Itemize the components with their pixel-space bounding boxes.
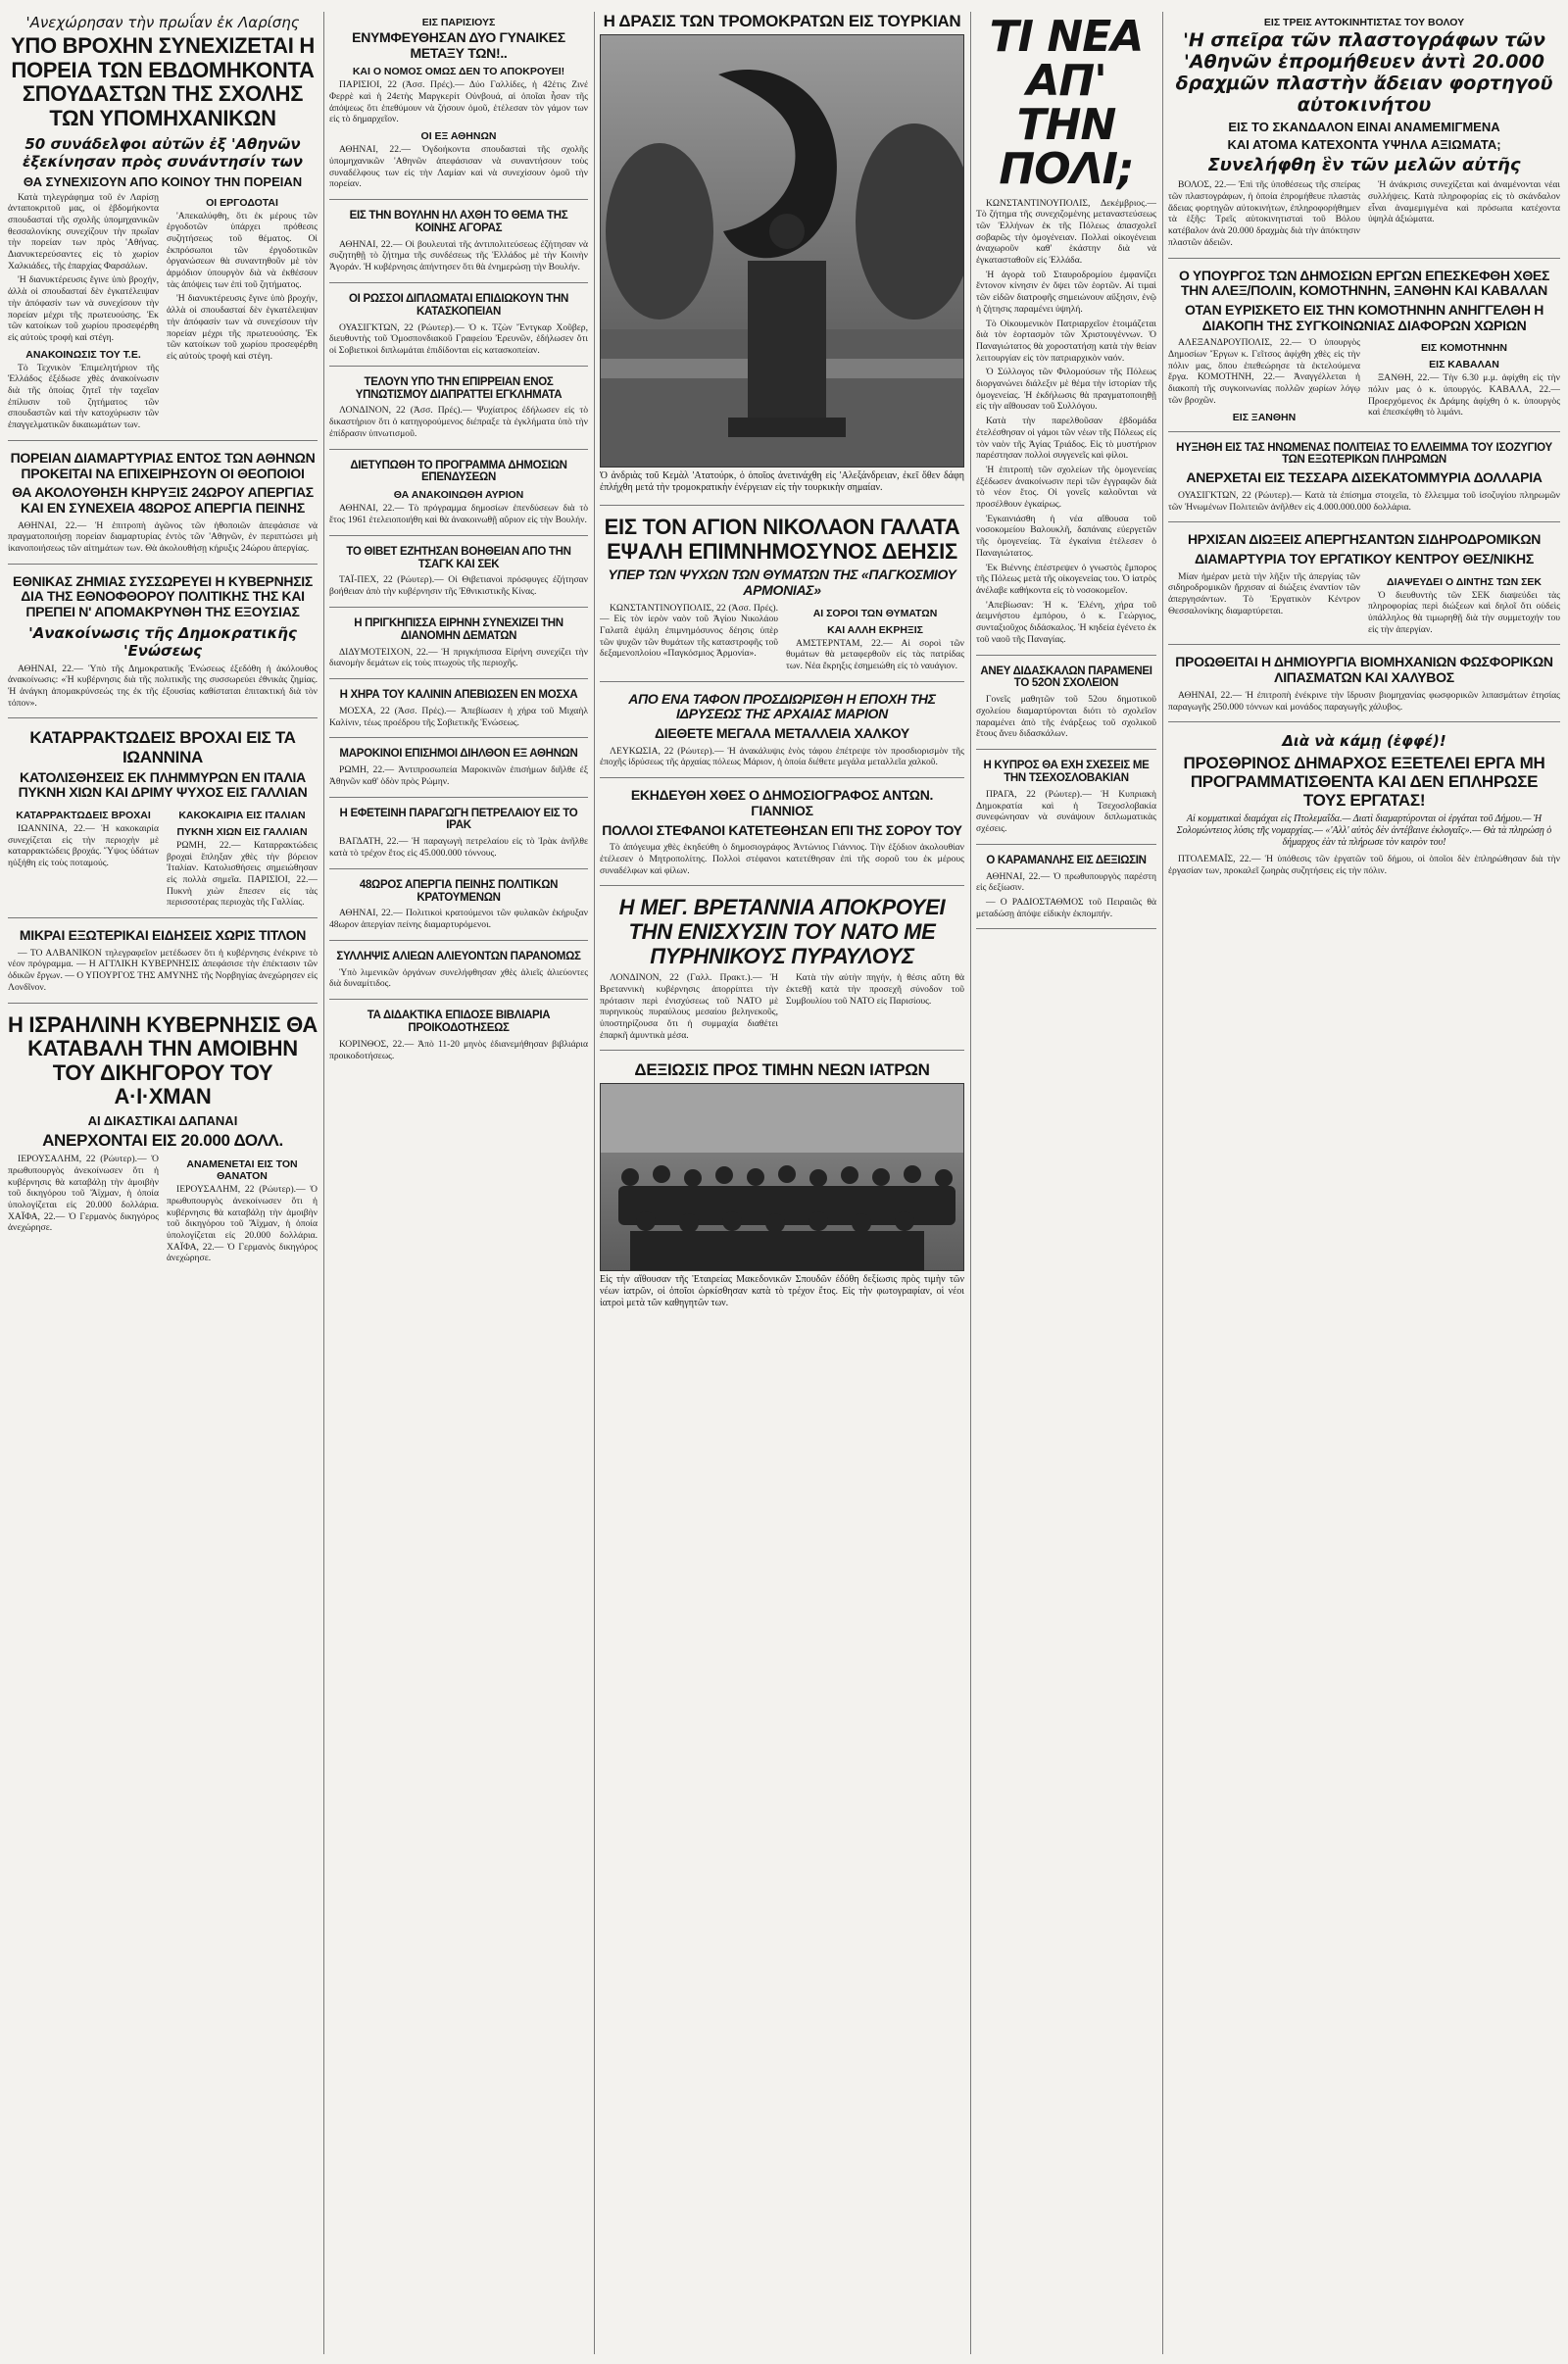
article-headline: Η ΠΡΙΓΚΗΠΙΣΣΑ ΕΙΡΗΝΗ ΣΥΝΕΧΙΖΕΙ ΤΗΝ ΔΙΑΝΟΜΗΝ ΔΕΜΑΤΩΝ <box>354 616 564 642</box>
article-subheadline: ΔΙΑΜΑΡΤΥΡΙΑ ΤΟΥ ΕΡΓΑΤΙΚΟΥ ΚΕΝΤΡΟΥ ΘΕΣ/ΝΙΚΗΣ <box>1195 551 1534 566</box>
section-heading: ΑΝΑΚΟΙΝΩΣΙΣ ΤΟΥ Τ.Ε. <box>25 348 141 361</box>
article-subheadline: ΚΑΙ Ο ΝΟΜΟΣ ΟΜΩΣ ΔΕΝ ΤΟ ΑΠΟΚΡΟΥΕΙ! <box>352 66 565 78</box>
article-headline: ΕΝΥΜΦΕΥΘΗΣΑΝ ΔΥΟ ΓΥΝΑΙΚΕΣ ΜΕΤΑΞΥ ΤΩΝ!.. <box>352 29 565 61</box>
article-text: 'Απεκαλύφθη, ὅτι ἐκ μέρους τῶν ἐργοδοτῶν ὑπάρχει πρόθεσις συζητήσεως τοῦ θέματος. Οἱ ἐκπρόσωποι τῶν ἐργοδοτικῶν ὀργανώσεων θὰ συναντηθοῦν μὲ τὸν ἁρμόδιον ὑπουργὸν διὰ νὰ ἐκθέσουν τὰς ἀπόψεις των ἐπὶ τοῦ ζητήματος. <box>167 210 318 290</box>
article-text: Τὸ Οἰκουμενικὸν Πατριαρχεῖον ἑτοιμάζεται διὰ τὸν ἑορτασμὸν τῶν Χριστουγέννων. Ὁ Παναγιώτατος θὰ χοροστατήσῃ κατὰ τὴν θείαν λειτουργίαν εἰς τὸν πατριαρχικὸν ναόν. <box>976 318 1156 364</box>
article-text: ΟΥΑΣΙΓΚΤΩΝ, 22 (Ρώυτερ).— Ὁ κ. Τζὼν Ἔντγκαρ Χοῦβερ, διευθυντὴς τοῦ Ὁμοσπονδιακοῦ Γραφείου Ἐρευνῶν, ἐδήλωσεν ὅτι οἱ Σοβιετικοὶ διπλωμάται ἐπιδίδονται εἰς κατασκοπείαν. <box>329 321 588 356</box>
article-text: ΚΩΝΣΤΑΝΤΙΝΟΥΠΟΛΙΣ, Δεκέμβριος.— Τὸ ζήτημα τῆς συνεχιζομένης μεταναστεύσεως τῶν Ἑλλήνων ἐκ τῆς Πόλεως ἀπασχολεῖ σοβαρῶς τὴν ὁμογένειαν. Πολλαὶ οἰκογένειαι ἀναχωροῦν καθ' ἑκάστην διὰ νὰ ἐγκατασταθοῦν εἰς Ἑλλάδα. <box>976 197 1156 267</box>
article-text: 'Η διανυκτέρευσις ἔγινε ὑπὸ βροχήν, ἀλλὰ οἱ σπουδασταί δὲν ἐγκατέλειψαν τὴν ἀπόφασίν των νὰ συνεχίσουν τὴν πορείαν μέχρι τῆς πρωτευούσης. Ἐκ τῶν κατοίκων τοῦ χωρίου προσεφέρθη εἰς αὐτοὺς τροφὴ καὶ στέγη. <box>8 274 159 343</box>
column-rule <box>1162 12 1163 2354</box>
article-text: Ἡ ἐπιτροπὴ τῶν σχολείων τῆς ὁμογενείας ἐξέδωσεν ἀνακοίνωσιν περὶ τῶν ἐγγραφῶν διὰ τὸ νέον ἔτος. Οἱ γονεῖς καλοῦνται νὰ προσέλθουν ἐγκαίρως. <box>976 464 1156 511</box>
article-subheadline: 'Ανακοίνωσις τῆς Δημοκρατικῆς 'Ενώσεως <box>28 623 297 660</box>
article-text: Ὁ Σύλλογος τῶν Φιλομούσων τῆς Πόλεως διοργανώνει διάλεξιν μὲ θέμα τὴν ἱστορίαν τῆς ὁμογενείας. Ἡ ἐκδήλωσις θὰ πραγματοποιηθῇ εἰς τὴν αἴθουσαν τοῦ Συλλόγου. <box>976 367 1156 413</box>
article-text: ΒΟΛΟΣ, 22.— Ἐπὶ τῆς ὑποθέσεως τῆς σπείρας τῶν πλαστογράφων, ἡ ὁποία ἐπρομήθευε πλαστὰς ἄδειας φορτηγῶν αὐτοκινήτων, ἐπληροφορήθημεν τὰ ἑξῆς: Τρεῖς αὐτοκινητισταὶ τοῦ Βόλου κατέβαλον ἀνὰ 20.000 δραχμὰς διὰ τὴν ἀπόκτησιν πλαστῶν ἀδειῶν. <box>1168 179 1360 248</box>
article-headline: Η ΧΗΡΑ ΤΟΥ ΚΑΛΙΝΙΝ ΑΠΕΒΙΩΣΕΝ ΕΝ ΜΟΣΧΑ <box>339 689 578 702</box>
article-subheadline: ΘΑ ΑΝΑΚΟΙΝΩΘΗ ΑΥΡΙΟΝ <box>393 489 524 502</box>
article-national-damage <box>8 574 318 719</box>
article-text: ΠΡΑΓΑ, 22 (Ρώυτερ).— Ἡ Κυπριακὴ Δημοκρατία καὶ ἡ Τσεχοσλοβακία συνεφώνησαν νὰ συνάψουν διπλωματικὰς σχέσεις. <box>976 788 1156 834</box>
article-subheadline: ΔΙΕΘΕΤΕ ΜΕΓΑΛΑ ΜΕΤΑΛΛΕΙΑ ΧΑΛΚΟΥ <box>655 725 909 742</box>
article-headline: ΕΘΝΙΚΑΣ ΖΗΜΙΑΣ ΣΥΣΣΩΡΕΥΕΙ Η ΚΥΒΕΡΝΗΣΙΣ ΔΙΑ ΤΗΣ ΕΘΝΟΦΘΟΡΟΥ ΠΟΛΙΤΙΚΗΣ ΤΗΣ ΚΑΙ ΠΡΕΠΕΙ Ν' ΑΠΟΜΑΚΡΥΝΘΗ ΤΗΣ ΕΞΟΥΣΙΑΣ <box>13 572 313 619</box>
article-kicker: ΕΙΣ ΤΡΕΙΣ ΑΥΤΟΚΙΝΗΤΙΣΤΑΣ ΤΟΥ ΒΟΛΟΥ <box>1263 17 1465 28</box>
statue-illustration <box>601 35 964 467</box>
article-text: ΛΕΥΚΩΣΙΑ, 22 (Ρώυτερ).— Ἡ ἀνακάλυψις ἑνὸς τάφου ἐπέτρεψε τὸν προσδιορισμὸν τῆς ἐποχῆς ἱδρύσεως τῆς ἀρχαίας πόλεως Μάριον, ἡ ὁποία διέθετε μεγάλα μεταλλεῖα χαλκοῦ. <box>600 745 964 768</box>
article-text: ΠΑΡΙΣΙΟΙ, 22 (Ἀσσ. Πρές).— Δύο Γαλλίδες, ἡ 42έτις Ζινέ Φερρὲ καὶ ἡ 24ετὴς Μαργκερίτ Οὐνβουά, αἱ ὁποῖαι ἦσαν τῆς ἀπόψεως ὅτι ἐπεθύμουν νὰ ζήσουν ὁμοῦ, ἐτέλεσαν τὸν γάμον των εἰς τὸ δημαρχεῖον. <box>329 79 588 125</box>
article-volos-forgers <box>1168 17 1560 259</box>
article-headline: ΕΚΗΔΕΥΘΗ ΧΘΕΣ Ο ΔΗΜΟΣΙΟΓΡΑΦΟΣ ΑΝΤΩΝ. ΓΙΑΝΝΙΟΣ <box>630 787 934 818</box>
article-text: ΜΟΣΧΑ, 22 (Ἀσσ. Πρές).— Ἀπεβίωσεν ἡ χήρα τοῦ Μιχαὴλ Καλίνιν, τέως προέδρου τῆς Σοβιετικῆς Ἑνώσεως. <box>329 705 588 728</box>
article-text: Μίαν ἡμέραν μετὰ τὴν λῆξιν τῆς ἀπεργίας τῶν σιδηροδρομικῶν ἤρχισαν αἱ διώξεις ἐναντίον τῶν ἀπεργησάντων. Τὸ Ἐργατικὸν Κέντρον Θεσσαλονίκης διαμαρτύρεται. <box>1168 570 1360 616</box>
column-title: ΤΙ ΝΕΑ ΑΠ' ΤΗΝ ΠΟΛΙ; <box>989 12 1144 194</box>
article-headline: 48ΩΡΟΣ ΑΠΕΡΓΙΑ ΠΕΙΝΗΣ ΠΟΛΙΤΙΚΩΝ ΚΡΑΤΟΥΜΕΝΩΝ <box>359 878 559 904</box>
article-text: ΙΩΑΝΝΙΝΑ, 22.— Ἡ κακοκαιρία συνεχίζεται εἰς τὴν περιοχὴν μὲ καταρρακτώδεις βροχάς. Ὕψος ὑδάτων ηὐξήθη εἰς τοὺς ποταμούς. <box>8 822 159 868</box>
section-heading: ΚΑΤΑΡΡΑΚΤΩΔΕΙΣ ΒΡΟΧΑΙ <box>16 809 151 821</box>
article-books <box>329 1010 588 1070</box>
article-text: ΑΘΗΝΑΙ, 22.— Πολιτικοὶ κρατούμενοι τῶν φυλακῶν ἐκήρυξαν 48ωρον ἀπεργίαν πείνης διαμαρτυρόμενοι. <box>329 908 588 931</box>
section-heading: ΑΙ ΣΟΡΟΙ ΤΩΝ ΘΥΜΑΤΩΝ <box>812 607 938 619</box>
section-heading: ΔΙΑΨΕΥΔΕΙ Ο ΔΙΝΤΗΣ ΤΩΝ ΣΕΚ <box>1387 575 1542 588</box>
article-text: ΑΜΣΤΕΡΝΤΑΜ, 22.— Αἱ σοροὶ τῶν θυμάτων θὰ μεταφερθοῦν εἰς τὰς πατρίδας των. Νέα ἔκρηξις ἐσημειώθη εἰς τὸ ναυάγιον. <box>786 637 964 672</box>
article-city-news <box>976 12 1156 656</box>
article-subheadline-2: ΑΝΕΡΧΟΝΤΑΙ ΕΙΣ 20.000 ΔΟΛΛ. <box>42 1131 283 1151</box>
article-text: Κατὰ τηλεγράφημα τοῦ ἐν Λαρίσῃ ἀνταποκριτοῦ μας, οἱ ἑβδομήκοντα σπουδασταί τῆς σχολῆς ὑπομηχανικῶν θεσσαλονίκης συνεχίζουν τὴν πρωΐαν τὴν πορείαν των πρὸς 'Αθήνας. Διανυκτερεύσαντες εἰς τὸ χωρίον Χαλκιάδες, τῆς ἐπαρχίας Φαρσάλων. <box>8 191 159 271</box>
article-headline: ΕΙΣ ΤΗΝ ΒΟΥΛΗΝ ΗΛ ΑΧΘΗ ΤΟ ΘΕΜΑ ΤΗΣ ΚΟΙΝΗΣ ΑΓΟΡΑΣ <box>349 209 568 234</box>
doctors-group-photo <box>600 1083 964 1271</box>
article-headline: ΗΡΧΙΣΑΝ ΔΙΩΞΕΙΣ ΑΠΕΡΓΗΣΑΝΤΩΝ ΣΙΔΗΡΟΔΡΟΜΙΚΩΝ <box>1187 531 1542 548</box>
article-text: ΒΑΓΔΑΤΗ, 22.— Ἡ παραγωγὴ πετρελαίου εἰς τὸ Ἰρὰκ ἀνῆλθε κατὰ τὸ τρέχον ἔτος εἰς 45.000.000 τόννους. <box>329 836 588 860</box>
article-ancient-marion <box>600 692 964 778</box>
article-text: ΡΩΜΗ, 22.— Καταρρακτώδεις βροχαὶ ἔπληξαν χθὲς τὴν βόρειον Ἰταλίαν. Κατολισθήσεις σημειώθησαν εἰς πολλὰ σημεῖα. ΠΑΡΙΣΙΟΙ, 22.— Πυκνὴ χιὼν ἔπεσεν εἰς τὰς περισσοτέρας περιοχὰς τῆς Γαλλίας. <box>167 839 318 909</box>
section-heading: ΟΙ ΕΞ ΑΘΗΝΩΝ <box>420 130 497 143</box>
article-fishermen <box>329 951 588 1000</box>
section-heading: ΚΑΙ ΑΛΛΗ ΕΚΡΗΞΙΣ <box>827 623 923 636</box>
article-headline: Η ΜΕΓ. ΒΡΕΤΑΝΝΙΑ ΑΠΟΚΡΟΥΕΙ ΤΗΝ ΕΝΙΣΧΥΣΙΝ ΤΟΥ ΝΑΤΟ ΜΕ ΠΥΡΗΝΙΚΟΥΣ ΠΥΡΑΥΛΟΥΣ <box>618 895 946 968</box>
article-text: ΑΘΗΝΑΙ, 22.— Οἱ βουλευταὶ τῆς ἀντιπολιτεύσεως ἐζήτησαν νὰ συζητηθῇ τὸ ζήτημα τῆς συνδέσεως τῆς Ἑλλάδος μὲ τὴν Κοινὴν Ἀγοράν. Ἡ κυβέρνησις ἀπήντησεν ὅτι θὰ ἐνημερώσῃ τὴν Βουλήν. <box>329 238 588 273</box>
article-subheadline: ΠΟΛΛΟΙ ΣΤΕΦΑΝΟΙ ΚΑΤΕΤΕΘΗΣΑΝ ΕΠΙ ΤΗΣ ΣΟΡΟΥ ΤΟΥ <box>602 821 962 838</box>
article-headline: ΠΡΟΩΘΕΙΤΑΙ Η ΔΗΜΙΟΥΡΓΙΑ ΒΙΟΜΗΧΑΝΙΩΝ ΦΩΣΦΟΡΙΚΩΝ ΛΙΠΑΣΜΑΤΩΝ ΚΑΙ ΧΑΛΥΒΟΣ <box>1175 654 1553 686</box>
article-headline: ΟΙ ΡΩΣΣΟΙ ΔΙΠΛΩΜΑΤΑΙ ΕΠΙΔΙΩΚΟΥΝ ΤΗΝ ΚΑΤΑΣΚΟΠΕΙΑΝ <box>349 292 568 318</box>
article-hunger-strike <box>329 879 588 941</box>
article-doctors-reception <box>600 1060 964 1320</box>
article-headline: ΔΙΕΤΥΠΩΘΗ ΤΟ ΠΡΟΓΡΑΜΜΑ ΔΗΜΟΣΙΩΝ ΕΠΕΝΔΥΣΕΩΝ <box>350 459 567 484</box>
article-text: ΑΘΗΝΑΙ, 22.— Ἡ ἐπιτροπὴ ἐνέκρινε τὴν ἵδρυσιν βιομηχανίας φωσφορικῶν λιπασμάτων ἐτησίας παραγωγῆς 250.000 τόννων καὶ μονάδος παραγωγῆς χάλυβος. <box>1168 689 1560 713</box>
article-text: 'Η διανυκτέρευσις ἔγινε ὑπὸ βροχήν, ἀλλὰ οἱ σπουδασταί δὲν ἐγκατέλειψαν τὴν ἀπόφασίν των νὰ συνεχίσουν τὴν πορείαν μέχρι τῆς πρωτευούσης. Ἐκ τῶν κατοίκων τοῦ χωρίου προσεφέρθη εἰς αὐτοὺς τροφὴ καὶ στέγη. <box>167 293 318 362</box>
article-headline: ΤΑ ΔΙΔΑΚΤΙΚΑ ΕΠΙΔΟΣΕ ΒΙΒΛΙΑΡΙΑ ΠΡΟΙΚΟΔΟΤΗΣΕΩΣ <box>367 1010 551 1035</box>
article-iraq-oil <box>329 808 588 869</box>
article-subheadline: ΑΝΕΡΧΕΤΑΙ ΕΙΣ ΤΕΣΣΑΡΑ ΔΙΣΕΚΑΤΟΜΜΥΡΙΑ ΔΟΛΛΑΡΙΑ <box>1186 469 1543 486</box>
article-cyprus-czech <box>976 760 1156 845</box>
article-headline: ΥΠΟ ΒΡΟΧΗΝ ΣΥΝΕΧΙΖΕΤΑΙ Η ΠΟΡΕΙΑ ΤΩΝ ΕΒΔΟΜΗΚΟΝΤΑ ΣΠΟΥΔΑΣΤΩΝ ΤΗΣ ΣΧΟΛΗΣ ΤΩΝ ΥΠΟΜΗΧΑΝΙΚΩΝ <box>11 33 315 130</box>
article-text: ΑΘΗΝΑΙ, 22.— Τὸ πρόγραμμα δημοσίων ἐπενδύσεων διὰ τὸ ἔτος 1961 ἐτελειοποιήθη καὶ θὰ ἀνακοινωθῇ αὔριον εἰς τὴν Βουλήν. <box>329 503 588 525</box>
article-morocco <box>329 748 588 797</box>
article-text: ΔΙΔΥΜΟΤΕΙΧΟΝ, 22.— Ἡ πριγκήπισσα Εἰρήνη συνεχίζει τὴν διανομὴν δεμάτων εἰς τοὺς πτωχοὺς τῆς περιοχῆς. <box>329 646 588 669</box>
article-paris-wedding <box>329 17 588 200</box>
article-text: ΚΟΡΙΝΘΟΣ, 22.— Ἀπὸ 11-20 μηνὸς ἐδιανεμήθησαν βιβλιάρια προικοδοτήσεως. <box>329 1038 588 1061</box>
article-text: ΛΟΝΔΙΝΟΝ, 22 (Ἀσσ. Πρές).— Ψυχίατρος ἐδήλωσεν εἰς τὸ δικαστήριον ὅτι ὁ κατηγορούμενος διέπραξε τὰ ἐγκλήματα ὑπὸ τὴν ἐπίδρασιν ὑπνωτισμοῦ. <box>329 405 588 439</box>
article-kalinin <box>329 689 588 738</box>
article-headline: Η ΕΦΕΤΕΙΝΗ ΠΑΡΑΓΩΓΗ ΠΕΤΡΕΛΑΙΟΥ ΕΙΣ ΤΟ ΙΡΑΚ <box>339 807 578 832</box>
article-text: Ὁ διευθυντὴς τῶν ΣΕΚ διαψεύδει τὰς πληροφορίας περὶ διώξεων καὶ δηλοῖ ὅτι οὐδεὶς ὑπάλληλος θὰ τιμωρηθῇ διὰ τὴν συμμετοχήν του εἰς τὴν ἀπεργίαν. <box>1368 589 1560 635</box>
article-headline: Η ΚΥΠΡΟΣ ΘΑ ΕΧΗ ΣΧΕΣΕΙΣ ΜΕ ΤΗΝ ΤΣΕΧΟΣΛΟΒΑΚΙΑΝ <box>983 760 1150 784</box>
article-headline: ΔΕΞΙΩΣΙΣ ΠΡΟΣ ΤΙΜΗΝ ΝΕΩΝ ΙΑΤΡΩΝ <box>634 1060 930 1080</box>
article-headline-2: ΚΑΤΟΛΙΣΘΗΣΕΙΣ ΕΚ ΠΛΗΜΜΥΡΩΝ ΕΝ ΙΤΑΛΙΑ ΠΥΚΝΗ ΧΙΩΝ ΚΑΙ ΔΡΙΜΥ ΨΥΧΟΣ ΕΙΣ ΓΑΛΛΙΑΝ <box>18 768 308 801</box>
article-headline: Η ΔΡΑΣΙΣ ΤΩΝ ΤΡΟΜΟΚΡΑΤΩΝ ΕΙΣ ΤΟΥΡΚΙΑΝ <box>603 12 961 30</box>
article-subheadline-3: Συνελήφθη ἓν τῶν μελῶν αὐτῆς <box>1207 155 1521 176</box>
article-text: Κατὰ τὴν αὐτὴν πηγήν, ἡ θέσις αὕτη θὰ ἐκτεθῇ κατὰ τὴν προσεχῆ σύνοδον τοῦ Συμβουλίου τοῦ ΝΑΤΟ εἰς Παρισίους. <box>786 972 964 1007</box>
column-rule <box>970 12 971 2354</box>
article-mayor <box>1168 732 1560 886</box>
column-5 <box>1168 12 1560 2354</box>
article-rain <box>8 728 318 918</box>
article-headline: ΚΑΤΑΡΡΑΚΤΩΔΕΙΣ ΒΡΟΧΑΙ ΕΙΣ ΤΑ ΙΩΑΝΝΙΝΑ <box>29 728 296 766</box>
article-text: — ΤΟ ΑΛΒΑΝΙΚΟΝ τηλεγραφεῖον μετέδωσεν ὅτι ἡ κυβέρνησις ἐνέκρινε τὸ νέον πρόγραμμα. — Η ΑΓΓΛΙΚΗ ΚΥΒΕΡΝΗΣΙΣ ἀπεφάσισε τὴν ἐπέκτασιν τῶν ὀδικῶν ἔργων. — Ο ΥΠΟΥΡΓΟΣ ΤΗΣ ΑΜΥΝΗΣ τῆς Νορβηγίας ἀνεχώρησεν εἰς Λονδῖνον. <box>8 947 318 993</box>
article-kicker: ΕΙΣ ΠΑΡΙΣΙΟΥΣ <box>421 17 496 28</box>
article-text: 'Απεβίωσαν: Ἡ κ. Ἐλένη, χήρα τοῦ ἀειμνήστου ἐμπόρου, ὁ κ. Γεώργιος, συνταξιοῦχος διδάσκαλος. Ἡ κηδεία ἐγένετο ἐκ τοῦ ναοῦ τῆς Παναγίας. <box>976 599 1156 645</box>
article-headline: Ο ΚΑΡΑΜΑΝΛΗΣ ΕΙΣ ΔΕΞΙΩΣΙΝ <box>986 854 1147 866</box>
article-headline: ΤΕΛΟΥΝ ΥΠΟ ΤΗΝ ΕΠΙΡΡΕΙΑΝ ΕΝΟΣ ΥΠΝΩΤΙΣΜΟΥ ΔΙΑΠΡΑΤΤΕΙ ΕΓΚΛΗΜΑΤΑ <box>355 375 563 401</box>
article-actors-protest <box>8 451 318 565</box>
article-text: ΡΩΜΗ, 22.— Ἀντιπροσωπεία Μαροκινῶν ἐπισήμων διῆλθε ἐξ Ἀθηνῶν καθ' ὁδὸν πρὸς Ρώμην. <box>329 764 588 787</box>
article-parliament <box>329 210 588 283</box>
article-text: Τὸ Τεχνικὸν Ἐπιμελητήριον τῆς Ἑλλάδος ἐξέδωσε χθὲς ἀνακοίνωσιν διὰ τῆς ὁποίας ζητεῖ τὴν ταχεῖαν ἐπίλυσιν τοῦ ζητήματος τῶν σπουδαστῶν καὶ τὴν κατοχύρωσιν τῶν ἐπαγγελματικῶν δικαιωμάτων των. <box>8 362 159 431</box>
article-subheadline-2: ΚΑΙ ΑΤΟΜΑ ΚΑΤΕΧΟΝΤΑ ΥΨΗΛΑ ΑΞΙΩΜΑΤΑ; <box>1227 137 1501 153</box>
article-text: ΙΕΡΟΥΣΑΛΗΜ, 22 (Ρώυτερ).— Ὁ πρωθυπουργὸς ἀνεκοίνωσεν ὅτι ἡ κυβέρνησις θὰ καταβάλῃ τὴν ἀμοιβὴν τοῦ δικηγόρου τοῦ Ἄϊχμαν, ἡ ὁποία ὑπολογίζεται εἰς 20.000 δολλάρια. ΧΑΪΦΑ, 22.— Ὁ Γερμανὸς δικηγόρος ἀνεχώρησε. <box>8 1154 159 1234</box>
section-heading: ΠΥΚΝΗ ΧΙΩΝ ΕΙΣ ΓΑΛΛΙΑΝ <box>176 825 308 838</box>
article-headline: Ο ΥΠΟΥΡΓΟΣ ΤΩΝ ΔΗΜΟΣΙΩΝ ΕΡΓΩΝ ΕΠΕΣΚΕΦΘΗ ΧΘΕΣ ΤΗΝ ΑΛΕΞ/ΠΟΛΙΝ, ΚΟΜΟΤΗΝΗΝ, ΞΑΝΘΗΝ ΚΑΙ ΚΑΒΑΛΑΝ <box>1178 267 1550 299</box>
group-illustration <box>601 1084 964 1270</box>
section-heading: ΕΙΣ ΞΑΝΘΗΝ <box>1232 411 1297 423</box>
article-railway-strike <box>1168 532 1560 645</box>
column-1 <box>8 12 318 2354</box>
article-subheadline: ΕΙΣ ΤΟ ΣΚΑΝΔΑΛΟΝ ΕΙΝΑΙ ΑΝΑΜΕΜΙΓΜΕΝΑ <box>1228 120 1500 135</box>
article-headline: ΠΡΟΣΘΡΙΝΟΣ ΔΗΜΑΡΧΟΣ ΕΞΕΤΕΛΕΙ ΕΡΓΑ ΜΗ ΠΡΟΓΡΑΜΜΑΤΙΣΘΕΝΤΑ ΚΑΙ ΔΕΝ ΕΠΛΗΡΩΣΕ ΤΟΥΣ ΕΡΓΑΤΑΣ! <box>1183 754 1545 811</box>
article-text: ΑΘΗΝΑΙ, 22.— Ἡ ἐπιτροπὴ ἀγῶνος τῶν ἠθοποιῶν ἀπεφάσισε νὰ πραγματοποιήσῃ πορείαν διαμαρτυρίας ἐντὸς τῶν 'Αθηνῶν, ἐν περιπτώσει μὴ ἱκανοποιήσεως τῶν αἰτημάτων των. Θὰ ἀκολουθήσῃ κήρυξις 24ώρου ἀπεργίας. <box>8 519 318 554</box>
article-investment-program <box>329 460 588 536</box>
section-heading: ΟΙ ΕΡΓΟΔΟΤΑΙ <box>206 196 278 209</box>
article-princess <box>329 617 588 679</box>
article-subheadline: ΑΙ ΔΙΚΑΣΤΙΚΑΙ ΔΑΠΑΝΑΙ <box>87 1113 238 1129</box>
article-kicker: 'Ανεχώρησαν τὴν πρωΐαν ἐκ Λαρίσης <box>25 14 300 31</box>
article-headline: ΑΝΕΥ ΔΙΔΑΣΚΑΛΩΝ ΠΑΡΑΜΕΝΕΙ ΤΟ 52ΟΝ ΣΧΟΛΕΙΟΝ <box>980 665 1152 690</box>
article-headline-2: ΘΑ ΑΚΟΛΟΥΘΗΣΗ ΚΗΡΥΞΙΣ 24ΩΡΟΥ ΑΠΕΡΓΙΑΣ ΚΑΙ ΕΝ ΣΥΝΕΧΕΙΑ 48ΩΡΟΣ ΑΠΕΡΓΙΑ ΠΕΙΝΗΣ <box>12 484 314 516</box>
article-text: Ἐγκαινιάσθη ἡ νέα αἴθουσα τοῦ νοσοκομείου Βαλουκλῆ, δαπάναις εὐεργετῶν τῆς ὁμογενείας. Τὰ ἐγκαίνια ἐτέλεσεν ὁ Παναγιώτατος. <box>976 513 1156 559</box>
article-text: ΑΘΗΝΑΙ, 22.— Ὀγδοήκοντα σπουδασταὶ τῆς σχολῆς ὑπομηχανικῶν 'Αθηνῶν ἀπεφάσισαν νὰ συναντήσουν τοὺς συναδέλφους των εἰς τὴν Λαμίαν καὶ νὰ συνεχίσουν ὁμοῦ τὴν πορείαν. <box>329 144 588 190</box>
article-headline: ΗΥΞΗΘΗ ΕΙΣ ΤΑΣ ΗΝΩΜΕΝΑΣ ΠΟΛΙΤΕΙΑΣ ΤΟ ΕΛΛΕΙΜΜΑ ΤΟΥ ΙΣΟΖΥΓΙΟΥ ΤΩΝ ΕΞΩΤΕΡΙΚΩΝ ΠΛΗΡΩΜΩΝ <box>1176 441 1552 467</box>
article-headline: ΤΟ ΘΙΒΕΤ ΕΖΗΤΗΣΑΝ ΒΟΗΘΕΙΑΝ ΑΠΟ ΤΗΝ ΤΣΑΓΚ ΚΑΙ ΣΕΚ <box>346 545 571 570</box>
article-kicker: Διὰ νὰ κάμῃ (ἐφφέ)! <box>1282 732 1446 751</box>
article-payments-deficit <box>1168 442 1560 523</box>
photo-caption: Εἰς τὴν αἴθουσαν τῆς Ἑταιρείας Μακεδονικῶν Σπουδῶν ἐδόθη δεξίωσις πρὸς τιμὴν τῶν νέων ἰατρῶν, οἱ ὁποῖοι ὡρκίσθησαν κατὰ τὸ τρέχον ἔτος. Εἰς τὴν φωτογραφίαν, οἱ νέοι ἰατροὶ μετὰ τῶν καθηγητῶν των. <box>600 1274 964 1309</box>
article-headline: ΜΑΡΟΚΙΝΟΙ ΕΠΙΣΗΜΟΙ ΔΙΗΛΘΟΝ ΕΞ ΑΘΗΝΩΝ <box>339 748 578 761</box>
article-karamanlis <box>976 855 1156 930</box>
article-text: ΙΕΡΟΥΣΑΛΗΜ, 22 (Ρώυτερ).— Ὁ πρωθυπουργὸς ἀνεκοίνωσεν ὅτι ἡ κυβέρνησις θὰ καταβάλῃ τὴν ἀμοιβὴν τοῦ δικηγόρου τοῦ Ἄϊχμαν, ἡ ὁποία ὑπολογίζεται εἰς 20.000 δολλάρια. ΧΑΪΦΑ, 22.— Ὁ Γερμανὸς δικηγόρος ἀνεχώρησε. <box>167 1184 318 1264</box>
article-headline: ΕΙΣ ΤΟΝ ΑΓΙΟΝ ΝΙΚΟΛΑΟΝ ΓΑΛΑΤΑ ΕΨΑΛΗ ΕΠΙΜΝΗΜΟΣΥΝΟΣ ΔΕΗΣΙΣ <box>604 515 960 564</box>
article-text: ΛΟΝΔΙΝΟΝ, 22 (Γαλλ. Πρακτ.).— Ἡ Βρεταννικὴ κυβέρνησις ἀπορρίπτει τὴν πρότασιν περὶ ἐνισχύσεως τοῦ ΝΑΤΟ μὲ πυρηνικοὺς πυραύλους μεσαίου βεληνεκοῦς, ὑποστηρίζουσα ὅτι ἡ συμμαχία διαθέτει ἐπαρκῆ ἀμυντικὰ μέσα. <box>600 972 778 1041</box>
article-headline: ΠΟΡΕΙΑΝ ΔΙΑΜΑΡΤΥΡΙΑΣ ΕΝΤΟΣ ΤΩΝ ΑΘΗΝΩΝ ΠΡΟΚΕΙΤΑΙ ΝΑ ΕΠΙΧΕΙΡΗΣΟΥΝ ΟΙ ΘΕΟΠΟΙΟΙ <box>10 449 316 481</box>
article-israel <box>8 1013 318 1273</box>
article-text: ΚΩΝΣΤΑΝΤΙΝΟΥΠΟΛΙΣ, 22 (Ἀσσ. Πρές).— Εἰς τὸν ἱερὸν ναὸν τοῦ Ἁγίου Νικολάου Γαλατᾶ ἐψάλη ἐπιμνημόσυνος δέησις ὑπὲρ τῶν ψυχῶν τῶν θυμάτων τῆς καταστροφῆς τοῦ δεξαμενοπλοίου «Παγκόσμιος Ἁρμονία». <box>600 602 778 660</box>
article-britain-nato <box>600 896 964 1051</box>
article-hypnosis <box>329 376 588 450</box>
column-2 <box>329 12 588 2354</box>
article-russian-diplomats <box>329 293 588 367</box>
article-text: Ὑπὸ λιμενικῶν ὀργάνων συνελήφθησαν χθὲς ἁλιεῖς ἁλιεύοντες διὰ δυναμίτιδος. <box>329 966 588 990</box>
article-headline: ΑΠΟ ΕΝΑ ΤΑΦΟΝ ΠΡΟΣΔΙΩΡΙΣΘΗ Η ΕΠΟΧΗ ΤΗΣ ΙΔΡΥΣΕΩΣ ΤΗΣ ΑΡΧΑΙΑΣ ΜΑΡΙΟΝ <box>628 690 936 722</box>
article-text: ΤΑΪ-ΠΕΧ, 22 (Ρώυτερ).— Οἱ Θιβετιανοὶ πρόσφυγες ἐζήτησαν βοήθειαν ἀπὸ τὴν κυβέρνησιν τῆς Ἐθνικιστικῆς Κίνας. <box>329 574 588 598</box>
article-headline: ΜΙΚΡΑΙ ΕΞΩΤΕΡΙΚΑΙ ΕΙΔΗΣΕΙΣ ΧΩΡΙΣ ΤΙΤΛΟΝ <box>19 927 307 944</box>
article-text: Ἐκ Βιέννης ἐπέστρεψεν ὁ γνωστὸς ἔμπορος τῆς Πόλεως μετὰ τῆς οἰκογενείας του. Ὁ ἰατρὸς ἀνέλαβε καθήκοντα εἰς τὸ νοσοκομεῖον. <box>976 562 1156 596</box>
article-text: — Ο ΡΑΔΙΟΣΤΑΘΜΟΣ τοῦ Πειραιῶς θὰ μεταδώσῃ ἀπόψε εἰδικὴν ἐκπομπήν. <box>976 896 1156 919</box>
column-rule <box>594 12 595 2354</box>
article-headline: Η ΙΣΡΑΗΛΙΝΗ ΚΥΒΕΡΝΗΣΙΣ ΘΑ ΚΑΤΑΒΑΛΗ ΤΗΝ ΑΜΟΙΒΗΝ ΤΟΥ ΔΙΚΗΓΟΡΟΥ ΤΟΥ Α·Ι·ΧΜΑΝ <box>8 1011 318 1109</box>
article-giannios-funeral <box>600 788 964 886</box>
ataturk-statue-photo <box>600 34 964 468</box>
article-fertilizer-industry <box>1168 655 1560 722</box>
article-headline: 'Η σπεῖρα τῶν πλαστογράφων τῶν 'Αθηνῶν ἐπρομήθευεν ἀντὶ 20.000 δραχμῶν πλαστὴν ἄδειαν φορτηγοῦ αὐτοκινήτου <box>1175 29 1553 116</box>
section-heading: ΚΑΚΟΚΑΙΡΙΑ ΕΙΣ ΙΤΑΛΙΑΝ <box>178 809 306 821</box>
article-text: ΑΘΗΝΑΙ, 22.— Ὑπὸ τῆς Δημοκρατικῆς Ἑνώσεως ἐξεδόθη ἡ ἀκόλουθος ἀνακοίνωσις: «Ἡ κυβέρνησις διὰ τῆς πολιτικῆς της συσσωρεύει ἐθνικὰς ζημίας. Ἡ ἀνάγκη ἀπομακρύνσεώς της ἐκ τῆς ἐξουσίας καθίσταται ἐπιτακτική διὰ τὸν τόπον». <box>8 663 318 709</box>
column-rule <box>323 12 324 2354</box>
article-text: Τὸ ἀπόγευμα χθὲς ἐκηδεύθη ὁ δημοσιογράφος Ἀντώνιος Γιάννιος. Τὴν ἐξόδιον ἀκολουθίαν ἐτέλεσεν ὁ Μητροπολίτης. Πολλοὶ στέφανοι κατετέθησαν ἐπὶ τῆς σοροῦ του ἐκ μέρους συναδέλφων καὶ φίλων. <box>600 842 964 876</box>
article-galata-memorial <box>600 516 964 682</box>
article-text: ΑΛΕΞΑΝΔΡΟΥΠΟΛΙΣ, 22.— Ὁ ὑπουργὸς Δημοσίων Ἔργων κ. Γεῖτσος ἀφίχθη χθὲς εἰς τὴν πόλιν μας, ὅπου ἐπεθεώρησε τὰ ἐκτελούμενα ἔργα. ΚΟΜΟΤΗΝΗ, 22.— Ἀναγγέλλεται ἡ διακοπὴ τῆς συγκοινωνίας πολλῶν χωρίων λόγῳ τῶν βροχῶν. <box>1168 337 1360 406</box>
article-brief-news <box>8 928 318 1003</box>
article-subheadline: ΥΠΕΡ ΤΩΝ ΨΥΧΩΝ ΤΩΝ ΘΥΜΑΤΩΝ ΤΗΣ «ΠΑΓΚΟΣΜΙΟΥ ΑΡΜΟΝΙΑΣ» <box>608 566 956 598</box>
article-subheadline-2: ΘΑ ΣΥΝΕΧΙΣΟΥΝ ΑΠΟ ΚΟΙΝΟΥ ΤΗΝ ΠΟΡΕΙΑΝ <box>23 173 303 189</box>
article-minister-visit <box>1168 269 1560 432</box>
article-text: ΞΑΝΘΗ, 22.— Τὴν 6.30 μ.μ. ἀφίχθη εἰς τὴν πόλιν μας ὁ κ. ὑπουργός. ΚΑΒΑΛΑ, 22.— Προερχόμενος ἐκ Δράμης ἀφίχθη ὁ κ. ὑπουργὸς καὶ ἐπεσκέφθη τὸ λιμάνι. <box>1368 372 1560 419</box>
article-school <box>976 665 1156 751</box>
article-subheadline: Αἱ κομματικαὶ διαμάχαι εἰς Πτολεμαΐδα.— Διατὶ διαμαρτύρονται οἱ ἐργάται τοῦ Δήμου.— Ἡ Σολομώντειος λύσις τῆς νομαρχίας.— «'Αλλ' αὐτὸς δὲν ἀντέβαινε ἐκλογαῖς».— Θὰ τὰ πληρώσῃ ὁ δήμαρχος ἐὰν τὰ πλήρωσε τὸν καιρὸν του! <box>1176 813 1552 849</box>
article-turkey <box>600 12 964 506</box>
article-text: Κατὰ τὴν παρελθοῦσαν ἑβδομάδα ἐτελέσθησαν οἱ γάμοι τῶν νέων τῆς Πόλεως εἰς τὸν ναὸν τῆς Ἁγίας Τριάδος. Εἰς τὸ μυστήριον παρέστησαν πολλοὶ συγγενεῖς καὶ φίλοι. <box>976 416 1156 462</box>
article-text: Ἡ ἀγορὰ τοῦ Σταυροδρομίου ἐμφανίζει ἔντονον κίνησιν ἐν ὄψει τῶν ἑορτῶν. Αἱ τιμαὶ τῶν εἰδῶν διατροφῆς σημειώνουν αὔξησιν, ἐνῷ ἡ ζήτησις παραμένει ὑψηλή. <box>976 269 1156 315</box>
section-heading: ΑΝΑΜΕΝΕΤΑΙ ΕΙΣ ΤΟΝ ΘΑΝΑΤΟΝ <box>186 1158 298 1183</box>
article-text: Γονεῖς μαθητῶν τοῦ 52ου δημοτικοῦ σχολείου διαμαρτύρονται διότι τὸ σχολεῖον παραμένει ἀπὸ τῆς ἐνάρξεως τοῦ σχολικοῦ ἔτους ἄνευ διδασκάλων. <box>976 694 1156 740</box>
column-4 <box>976 12 1156 2354</box>
column-3 <box>600 12 964 2354</box>
article-text: ΠΤΟΛΕΜΑΪΣ, 22.— Ἡ ὑπόθεσις τῶν ἐργατῶν τοῦ δήμου, οἱ ὁποῖοι δὲν ἐπληρώθησαν διὰ τὴν ἐργασίαν των, προκαλεῖ ζωηρὰς συζητήσεις εἰς τὴν πόλιν. <box>1168 854 1560 877</box>
section-heading: ΕΙΣ ΚΑΒΑΛΑΝ <box>1429 359 1499 371</box>
article-tibet <box>329 546 588 608</box>
photo-caption: Ὁ ἀνδριὰς τοῦ Κεμὰλ 'Ατατούρκ, ὁ ὁποῖος ἀνετινάχθη εἰς 'Αλεξάνδρειαν, ἐκεῖ ὅθεν δάφη ἐπλήχθη μετά τὴν τρομοκρατικὴν ἐνέργειαν εἰς τὴν τουρκικὴν σημαίαν. <box>600 470 964 494</box>
article-students-march <box>8 14 318 441</box>
section-heading: ΕΙΣ ΚΟΜΟΤΗΝΗΝ <box>1420 342 1508 355</box>
article-text: ΑΘΗΝΑΙ, 22.— Ὁ πρωθυπουργὸς παρέστη εἰς δεξίωσιν. <box>976 870 1156 894</box>
article-subheadline: ΟΤΑΝ ΕΥΡΙΣΚΕΤΟ ΕΙΣ ΤΗΝ ΚΟΜΟΤΗΝΗΝ ΑΝΗΓΓΕΛΘΗ Η ΔΙΑΚΟΠΗ ΤΗΣ ΣΥΓΚΟΙΝΩΝΙΑΣ ΔΙΑΦΟΡΩΝ ΧΩΡΙΩΝ <box>1184 301 1544 333</box>
article-headline: ΣΥΛΛΗΨΙΣ ΑΛΙΕΩΝ ΑΛΙΕΥΟΝΤΩΝ ΠΑΡΑΝΟΜΩΣ <box>336 950 581 962</box>
article-text: Ἡ ἀνάκρισις συνεχίζεται καὶ ἀναμένονται νέαι συλλήψεις. Κατὰ πληροφορίας εἰς τὸ σκάνδαλον εἶναι ἀναμεμιγμένα καὶ πρόσωπα κατέχοντα ὑψηλὰ ἀξιώματα. <box>1368 179 1560 225</box>
article-text: ΟΥΑΣΙΓΚΤΩΝ, 22 (Ρώυτερ).— Κατὰ τὰ ἐπίσημα στοιχεῖα, τὸ ἔλλειμμα τοῦ ἰσοζυγίου πληρωμῶν τῶν Ἡνωμένων Πολιτειῶν ἀνῆλθεν εἰς 4.000.000.000 δολλάρια. <box>1168 489 1560 513</box>
article-subheadline: 50 συνάδελφοι αὐτῶν ἐξ 'Αθηνῶν ἐξεκίνησαν πρὸς συνάντησίν των <box>22 134 303 171</box>
